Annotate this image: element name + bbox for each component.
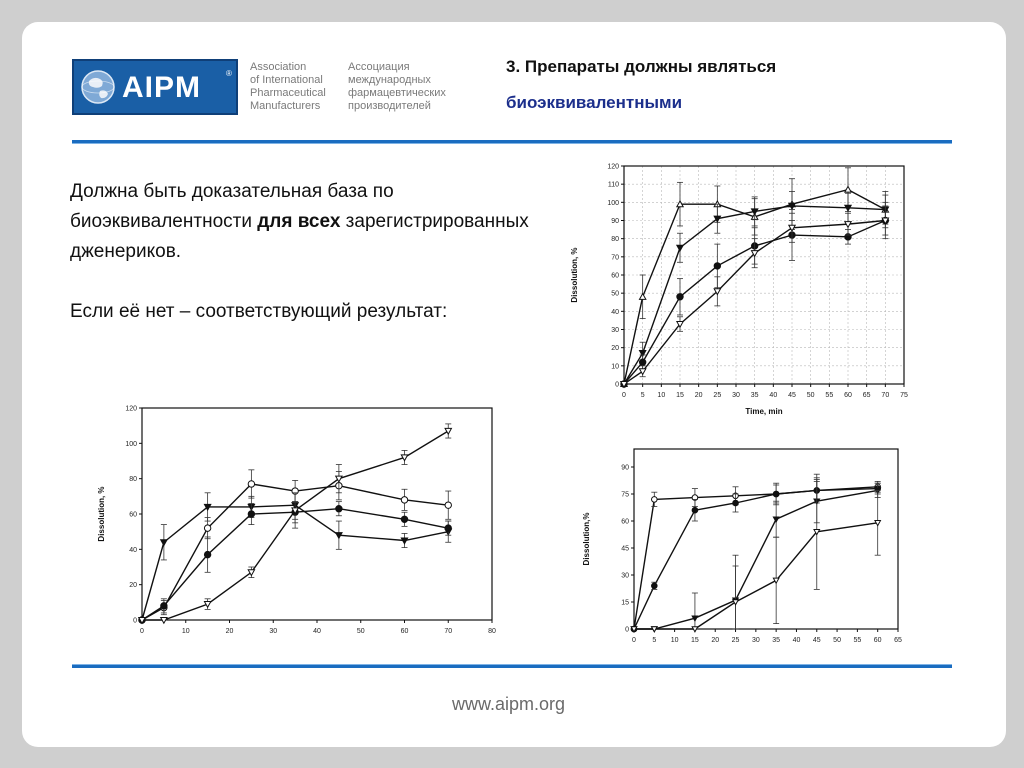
x-tick-label: 25 [731, 637, 740, 644]
y-tick-label: 40 [129, 546, 137, 554]
data-point [652, 583, 658, 589]
assoc-ru-line: производителей [348, 100, 431, 112]
data-point [692, 616, 698, 621]
data-point [733, 500, 739, 506]
assoc-en-line: Association [250, 61, 307, 73]
x-tick-label: 30 [751, 637, 760, 644]
series-filled-circle [631, 481, 880, 631]
data-point [692, 627, 698, 632]
footer-url[interactable]: www.aipm.org [452, 694, 566, 714]
data-point [336, 506, 342, 512]
y-tick-label: 110 [607, 181, 619, 189]
data-point [161, 603, 167, 609]
y-tick-label: 0 [625, 626, 629, 634]
y-axis-label: Dissolution, % [97, 486, 106, 542]
slide [22, 22, 1006, 747]
x-tick-label: 45 [788, 392, 796, 399]
y-axis-label: Dissolution,% [582, 512, 591, 566]
data-point [204, 551, 210, 557]
x-tick-label: 55 [853, 637, 862, 644]
x-tick-label: 30 [732, 392, 740, 399]
data-point [677, 294, 683, 300]
y-tick-label: 45 [621, 545, 629, 553]
assoc-en-line: Pharmaceutical [250, 87, 326, 99]
data-point [248, 511, 254, 517]
data-point [692, 507, 698, 513]
x-tick-label: 30 [269, 628, 278, 635]
data-point [677, 245, 683, 251]
paragraph-result: Если её нет – соответствующий результат: [70, 301, 448, 322]
x-tick-label: 10 [657, 392, 666, 399]
series-line [634, 523, 878, 629]
x-tick-label: 0 [140, 628, 144, 635]
x-tick-label: 5 [652, 637, 657, 644]
assoc-ru-line: Ассоциация [348, 61, 410, 73]
x-tick-label: 75 [900, 392, 908, 399]
data-point [845, 186, 851, 192]
x-tick-label: 70 [444, 628, 453, 635]
data-point [639, 294, 645, 300]
y-tick-label: 75 [621, 491, 629, 499]
y-tick-label: 100 [607, 199, 619, 207]
data-point [401, 497, 407, 503]
data-point [714, 263, 720, 269]
x-tick-label: 55 [825, 392, 834, 399]
association-name-en [250, 61, 326, 113]
assoc-ru-line: фармацевтических [348, 87, 446, 99]
data-point [161, 540, 167, 546]
y-tick-label: 70 [611, 254, 619, 262]
x-tick-label: 15 [676, 392, 684, 399]
chart-grid [624, 166, 904, 384]
p1-bold: для всех [257, 211, 341, 232]
x-tick-label: 0 [632, 637, 636, 644]
logo-registered-mark: ® [226, 69, 232, 78]
body-text [70, 177, 550, 327]
x-tick-label: 50 [833, 637, 841, 644]
x-tick-label: 20 [694, 392, 703, 399]
data-point [773, 578, 779, 583]
y-tick-label: 20 [129, 582, 137, 590]
y-tick-label: 80 [129, 476, 137, 484]
y-tick-label: 80 [611, 236, 619, 244]
data-point [248, 481, 254, 487]
data-point [445, 502, 451, 508]
x-tick-label: 60 [400, 628, 409, 635]
x-tick-label: 25 [713, 392, 722, 399]
data-point [639, 359, 645, 365]
y-tick-label: 120 [607, 163, 619, 171]
y-tick-label: 10 [611, 363, 619, 371]
x-tick-label: 70 [881, 392, 890, 399]
x-tick-label: 45 [812, 637, 821, 644]
y-tick-label: 30 [621, 572, 629, 580]
x-tick-label: 40 [313, 628, 321, 635]
slide-title-line1: 3. Препараты должны являться [506, 57, 777, 76]
x-tick-label: 10 [670, 637, 679, 644]
x-tick-label: 35 [772, 637, 781, 644]
x-tick-label: 50 [356, 628, 365, 635]
globe-icon [80, 69, 116, 105]
y-tick-label: 0 [615, 381, 619, 389]
x-tick-label: 20 [711, 637, 720, 644]
aipm-logo [72, 59, 238, 115]
x-tick-label: 50 [806, 392, 815, 399]
y-tick-label: 40 [611, 308, 619, 316]
x-tick-label: 80 [488, 628, 496, 635]
data-point [773, 491, 779, 497]
slide-title-line2: биоэквивалентными [506, 93, 683, 112]
assoc-ru-line: международных [348, 74, 431, 86]
data-point [652, 497, 658, 503]
y-tick-label: 100 [125, 440, 137, 448]
assoc-en-line: of International [250, 74, 323, 86]
x-tick-label: 65 [894, 637, 902, 644]
assoc-en-line: Manufacturers [250, 100, 321, 112]
y-tick-label: 60 [129, 511, 137, 519]
p1-end: зарегистрированных дженериков. [70, 211, 529, 262]
x-tick-label: 40 [769, 392, 778, 399]
x-tick-label: 0 [622, 392, 626, 399]
chart-bottom-right [577, 422, 907, 650]
x-tick-label: 60 [873, 637, 882, 644]
y-tick-label: 120 [125, 405, 137, 413]
y-tick-label: 15 [621, 599, 629, 607]
data-point [401, 516, 407, 522]
chart-bottom-left [74, 400, 494, 642]
y-tick-label: 20 [611, 345, 619, 353]
footer-divider [72, 664, 952, 668]
y-tick-label: 50 [611, 290, 619, 298]
y-tick-label: 60 [611, 272, 619, 280]
series-filled-triangle [631, 480, 880, 632]
data-point [445, 428, 451, 434]
plot-frame [142, 408, 492, 620]
paragraph-evidence [70, 177, 550, 267]
series-open-circle [631, 478, 880, 632]
data-point [445, 525, 451, 531]
x-axis-label: Time, min [745, 407, 783, 416]
x-tick-label: 40 [792, 637, 801, 644]
data-point [773, 517, 779, 522]
x-tick-label: 15 [691, 637, 699, 644]
y-tick-label: 60 [621, 518, 629, 526]
x-tick-label: 5 [640, 392, 645, 399]
x-tick-label: 65 [862, 392, 871, 399]
x-tick-label: 60 [844, 392, 852, 399]
data-point [204, 525, 210, 531]
series-line [634, 490, 878, 629]
series-line [634, 487, 878, 629]
y-tick-label: 0 [133, 617, 137, 625]
data-point [875, 521, 881, 526]
y-tick-label: 90 [621, 464, 629, 472]
x-tick-label: 10 [181, 628, 190, 635]
logo-text: AIPM [122, 71, 201, 104]
p1-start: Должна быть доказательная база по биоэквивалентности [70, 181, 394, 232]
x-tick-label: 35 [750, 392, 759, 399]
data-point [652, 627, 658, 632]
header-divider [72, 140, 952, 144]
y-tick-label: 30 [611, 327, 619, 334]
x-tick-label: 20 [225, 628, 234, 635]
chart-top-right [562, 159, 942, 443]
association-name-ru [348, 61, 446, 113]
y-axis-label: Dissolution, % [570, 247, 579, 303]
y-tick-label: 90 [611, 218, 619, 225]
